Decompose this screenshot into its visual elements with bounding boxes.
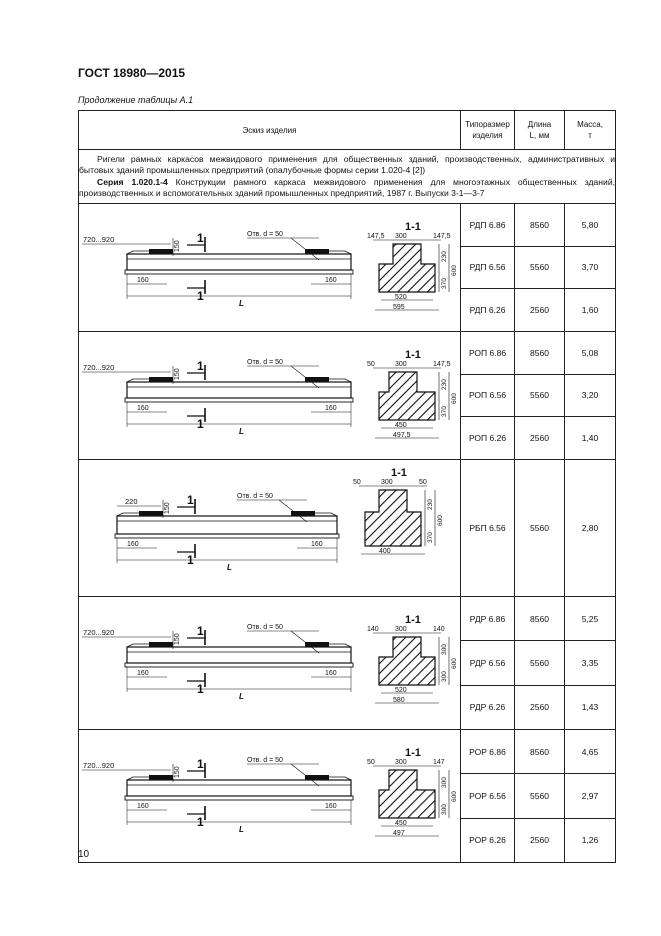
product-length: 8560 — [515, 597, 565, 641]
product-mass: 1,60 — [565, 289, 616, 332]
section-width-inner: 520 — [395, 294, 407, 301]
beam-elevation — [115, 493, 339, 572]
intro-paragraph-2 — [79, 177, 615, 200]
table-row — [79, 597, 616, 641]
product-length: 2560 — [515, 417, 565, 460]
cross-section — [367, 747, 458, 837]
product-sketch — [79, 204, 461, 332]
section-width-outer: 595 — [393, 304, 405, 311]
section-mark-bottom: 1 — [197, 289, 204, 303]
product-length: 5560 — [515, 374, 565, 417]
col-length-header: Длина L, мм — [515, 111, 565, 150]
product-type: РОП 6.26 — [461, 417, 515, 460]
product-mass: 2,80 — [565, 460, 616, 597]
end-right-dimension: 160 — [325, 670, 337, 677]
cross-section — [367, 349, 458, 439]
length-dimension: L — [239, 692, 244, 701]
product-type: РОР 6.26 — [461, 818, 515, 862]
section-dim-lower: 370 — [441, 278, 448, 289]
table-continuation-caption: Продолжение таблицы А.1 — [78, 95, 194, 105]
product-type: РБП 6.56 — [461, 460, 515, 597]
product-type: РДР 6.26 — [461, 685, 515, 729]
section-top-left: 50 — [367, 361, 375, 368]
col-sketch-header: Эскиз изделия — [79, 111, 461, 150]
section-dim-upper: 300 — [441, 777, 448, 788]
beam-elevation — [82, 359, 353, 436]
height-dimension: 150 — [174, 368, 181, 380]
product-length: 8560 — [515, 332, 565, 375]
section-height: 600 — [451, 791, 458, 802]
section-dim-lower: 370 — [427, 532, 434, 543]
beam-elevation — [82, 231, 353, 308]
section-top-left: 147,5 — [367, 233, 385, 240]
hole-callout: Отв. d = 50 — [237, 493, 273, 500]
top-left-dimension: 720...920 — [83, 761, 115, 770]
length-dimension: L — [227, 563, 232, 572]
intro-row — [79, 150, 616, 204]
product-type: РОР 6.86 — [461, 730, 515, 774]
sketch-drawing — [79, 332, 461, 454]
section-title: 1-1 — [405, 349, 421, 361]
section-top-left: 50 — [367, 759, 375, 766]
section-top-right: 140 — [433, 626, 445, 633]
cross-section — [353, 467, 444, 555]
section-top-right: 147,5 — [433, 361, 451, 368]
section-mark-top: 1 — [197, 359, 204, 373]
product-type: РДП 6.26 — [461, 289, 515, 332]
section-top-right: 147 — [433, 759, 445, 766]
table-row — [79, 332, 616, 375]
section-top-left: 140 — [367, 626, 379, 633]
section-mark-top: 1 — [187, 493, 194, 507]
product-length: 8560 — [515, 204, 565, 247]
section-height: 600 — [437, 515, 444, 526]
section-dim-lower: 300 — [441, 804, 448, 815]
product-mass: 1,40 — [565, 417, 616, 460]
section-mark-top: 1 — [197, 757, 204, 771]
top-left-dimension: 220 — [125, 497, 138, 506]
height-dimension: 150 — [164, 502, 171, 514]
section-width-inner: 450 — [395, 422, 407, 429]
hole-callout: Отв. d = 50 — [247, 359, 283, 366]
hole-callout: Отв. d = 50 — [247, 757, 283, 764]
section-mark-top: 1 — [197, 624, 204, 638]
product-length: 8560 — [515, 730, 565, 774]
section-width-outer: 580 — [393, 697, 405, 704]
end-left-dimension: 160 — [137, 670, 149, 677]
hole-callout: Отв. d = 50 — [247, 231, 283, 238]
standard-number: ГОСТ 18980—2015 — [78, 66, 186, 80]
top-left-dimension: 720...920 — [83, 628, 115, 637]
section-mark-bottom: 1 — [197, 682, 204, 696]
section-top-right: 50 — [419, 479, 427, 486]
product-mass: 3,35 — [565, 641, 616, 685]
product-length: 2560 — [515, 818, 565, 862]
beam-elevation — [82, 757, 353, 834]
cross-section — [367, 221, 458, 311]
section-dim-lower: 370 — [441, 406, 448, 417]
table-header-row — [79, 111, 616, 150]
section-title: 1-1 — [405, 614, 421, 626]
section-top-left: 50 — [353, 479, 361, 486]
end-right-dimension: 160 — [325, 277, 337, 284]
top-left-dimension: 720...920 — [83, 235, 115, 244]
section-width-outer: 497 — [393, 830, 405, 837]
product-sketch — [79, 730, 461, 863]
product-mass: 1,43 — [565, 685, 616, 729]
cross-section — [367, 614, 458, 704]
section-top-right: 147,5 — [433, 233, 451, 240]
length-dimension: L — [239, 825, 244, 834]
product-mass: 5,80 — [565, 204, 616, 247]
end-left-dimension: 160 — [137, 803, 149, 810]
end-right-dimension: 160 — [311, 541, 323, 548]
end-left-dimension: 160 — [127, 541, 139, 548]
table-row — [79, 460, 616, 597]
product-mass: 5,25 — [565, 597, 616, 641]
section-dim-upper: 230 — [427, 499, 434, 510]
products-table — [78, 110, 616, 863]
series-number: Серия 1.020.1-4 — [97, 176, 168, 187]
section-mark-bottom: 1 — [187, 553, 194, 567]
section-title: 1-1 — [405, 747, 421, 759]
height-dimension: 150 — [174, 766, 181, 778]
length-dimension: L — [239, 427, 244, 436]
product-type: РОР 6.56 — [461, 774, 515, 818]
section-dim-upper: 230 — [441, 379, 448, 390]
col-type-header: Типоразмер изделия — [461, 111, 515, 150]
product-mass: 3,20 — [565, 374, 616, 417]
hole-callout: Отв. d = 50 — [247, 624, 283, 631]
product-length: 5560 — [515, 641, 565, 685]
product-type: РДР 6.86 — [461, 597, 515, 641]
section-title: 1-1 — [391, 467, 407, 479]
end-left-dimension: 160 — [137, 277, 149, 284]
product-type: РДП 6.56 — [461, 246, 515, 289]
series-description: Конструкции рамного каркаса межвидового применения для многоэтажных общественных зданий, производственных и вспомогательных зданий промышленных предприятий, 1987 г. Выпуски 3-1—3-7 — [79, 176, 616, 198]
section-dim-upper: 300 — [441, 644, 448, 655]
product-sketch — [79, 332, 461, 460]
product-length: 5560 — [515, 246, 565, 289]
sketch-drawing — [79, 597, 461, 724]
end-left-dimension: 160 — [137, 405, 149, 412]
intro-text — [79, 150, 616, 204]
end-right-dimension: 160 — [325, 803, 337, 810]
product-length: 2560 — [515, 685, 565, 729]
top-left-dimension: 720...920 — [83, 363, 115, 372]
length-dimension: L — [239, 299, 244, 308]
section-width-inner: 520 — [395, 687, 407, 694]
product-mass: 1,26 — [565, 818, 616, 862]
section-top-middle: 300 — [395, 361, 407, 368]
product-mass: 3,70 — [565, 246, 616, 289]
product-type: РОП 6.56 — [461, 374, 515, 417]
section-top-middle: 300 — [395, 759, 407, 766]
section-width-inner: 450 — [395, 820, 407, 827]
sketch-drawing — [79, 204, 461, 326]
section-dim-upper: 230 — [441, 251, 448, 262]
sketch-drawing — [79, 460, 461, 591]
page-number: 10 — [78, 849, 90, 860]
beam-elevation — [82, 624, 353, 701]
section-top-middle: 300 — [395, 626, 407, 633]
product-length: 2560 — [515, 289, 565, 332]
intro-paragraph-1: Ригели рамных каркасов межвидового применения для общественных зданий, производственных, административных и бытовых зданий промышленных предприятий (опалубочные формы серии 1.020-4 [2]) — [79, 153, 615, 176]
product-sketch — [79, 597, 461, 730]
product-type: РДП 6.86 — [461, 204, 515, 247]
section-dim-lower: 300 — [441, 671, 448, 682]
height-dimension: 150 — [174, 633, 181, 645]
product-mass: 5,08 — [565, 332, 616, 375]
section-mark-top: 1 — [197, 231, 204, 245]
section-width-outer: 497,5 — [393, 432, 411, 439]
section-mark-bottom: 1 — [197, 417, 204, 431]
product-mass: 4,65 — [565, 730, 616, 774]
section-top-middle: 300 — [395, 233, 407, 240]
product-mass: 2,97 — [565, 774, 616, 818]
section-top-middle: 300 — [381, 479, 393, 486]
end-right-dimension: 160 — [325, 405, 337, 412]
product-length: 5560 — [515, 774, 565, 818]
section-width-outer: 400 — [379, 548, 391, 555]
section-height: 600 — [451, 658, 458, 669]
table-row — [79, 730, 616, 774]
height-dimension: 150 — [174, 240, 181, 252]
product-length: 5560 — [515, 460, 565, 597]
section-title: 1-1 — [405, 221, 421, 233]
product-type: РДР 6.56 — [461, 641, 515, 685]
product-sketch — [79, 460, 461, 597]
sketch-drawing — [79, 730, 461, 857]
section-mark-bottom: 1 — [197, 815, 204, 829]
section-height: 600 — [451, 265, 458, 276]
section-height: 600 — [451, 393, 458, 404]
col-mass-header: Масса, т — [565, 111, 616, 150]
product-type: РОП 6.86 — [461, 332, 515, 375]
table-row — [79, 204, 616, 247]
